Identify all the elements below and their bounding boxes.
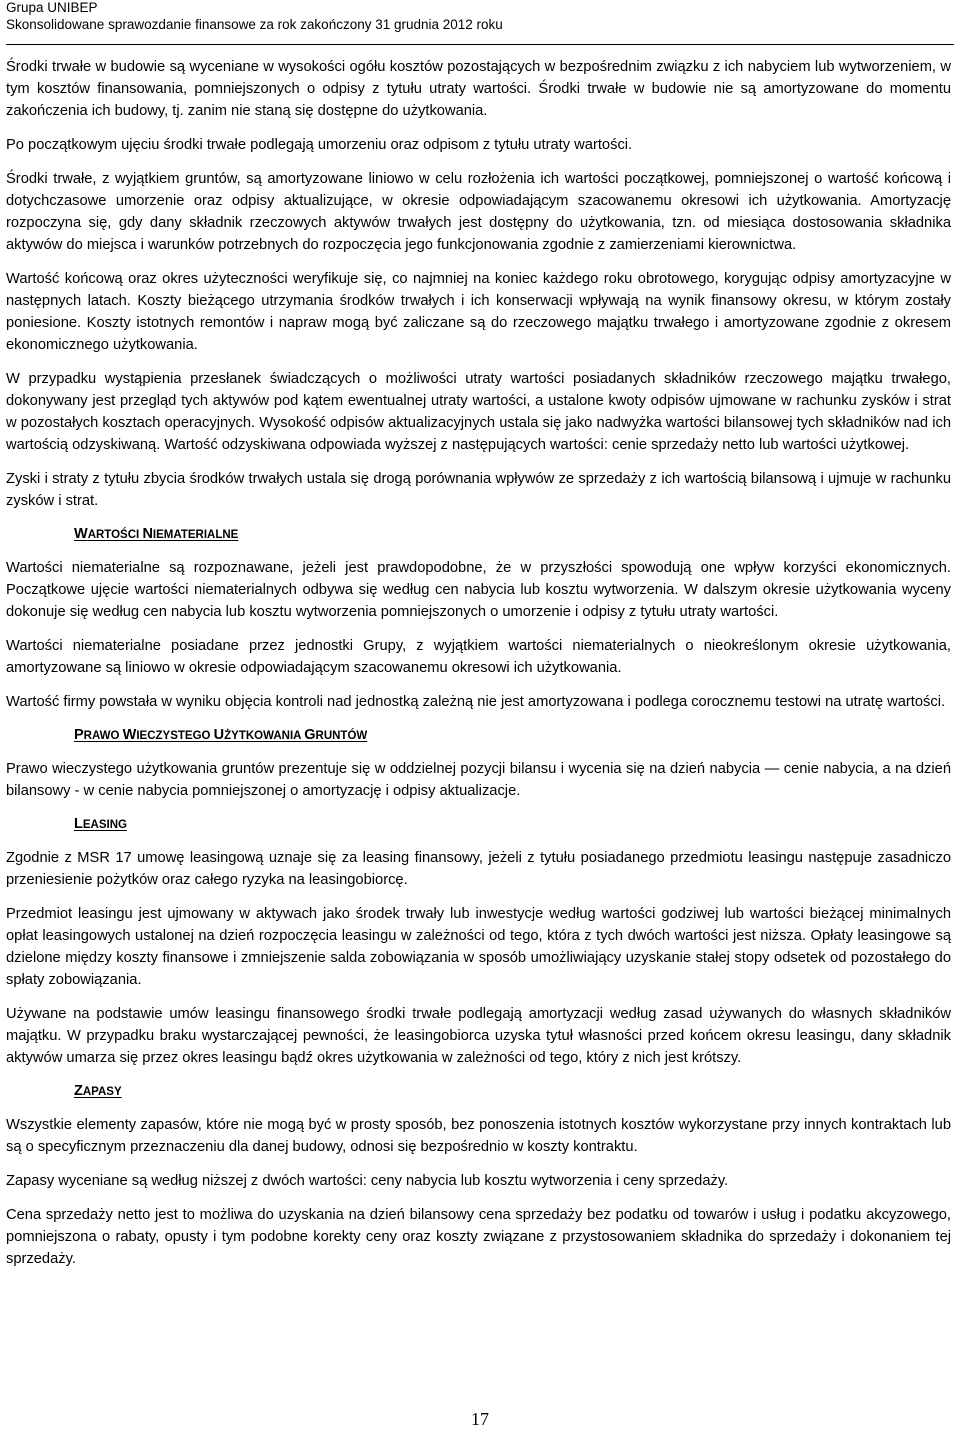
page-header (6, 0, 954, 45)
paragraph: Wartości niematerialne posiadane przez jednostki Grupy, z wyjątkiem wartości niematerialnych o nieokreślonym okresie użytkowania, amortyzowane są liniowo w okresie odpowiadającym szacowanemu okresowi ich użytkowania. (6, 638, 951, 676)
paragraph: Prawo wieczystego użytkowania gruntów prezentuje się w oddzielnej pozycji bilansu i wycenia się na dzień nabycia — cenie nabycia, a na dzień bilansowy - w cenie nabycia pomniejszonej o amortyzację i odpisy aktualizacje. (6, 761, 951, 799)
report-title: Skonsolidowane sprawozdanie finansowe za rok zakończony 31 grudnia 2012 roku (6, 17, 503, 32)
paragraph: Wszystkie elementy zapasów, które nie mogą być w prosty sposób, bez ponoszenia istotnych kosztów wykorzystane przy innych kontraktach lub są o specyficznym przeznaczeniu dla danej budowy, odnosi się bezpośrednio w koszty kontraktu. (6, 1117, 951, 1155)
page-number: 17 (471, 1409, 489, 1429)
section-heading-perpetual-usufruct: PRAWO WIECZYSTEGO UŻYTKOWANIA GRUNTÓW (74, 727, 368, 743)
company-name: Grupa UNIBEP (6, 0, 98, 15)
section-heading-inventories: ZAPASY (74, 1083, 122, 1099)
paragraph: Po początkowym ujęciu środki trwałe podlegają umorzeniu oraz odpisom z tytułu utraty wartości. (6, 137, 633, 153)
paragraph: Wartość końcową oraz okres użyteczności weryfikuje się, co najmniej na koniec każdego roku obrotowego, korygując odpisy amortyzacyjne w następnych latach. Koszty bieżącego utrzymania środków trwałych i ich konserwacji wpływają na wynik finansowy okresu, w którym zostały poniesione. Koszty istotnych remontów i napraw mogą być zaliczane są do rzeczowego majątku trwałego i amortyzowane zgodnie z okresem ekonomicznego użytkowania. (6, 271, 951, 353)
paragraph: Środki trwałe, z wyjątkiem gruntów, są amortyzowane liniowo w celu rozłożenia ich wartości początkowej, pomniejszonej o wartość końcową i dotychczasowe umorzenie oraz odpisy aktualizujące, w okresie odpowiadającym szacowanemu okresowi ich użytkowania. Amortyzację rozpoczyna się, gdy dany składnik rzeczowych aktywów trwałych jest dostępny do użytkowania, tzn. od miesiąca dostosowania składnika aktywów do miejsca i warunków potrzebnych do rozpoczęcia jego funkcjonowania zgodnie z zamierzeniami kierownictwa. (6, 171, 951, 253)
paragraph: Zgodnie z MSR 17 umowę leasingową uznaje się za leasing finansowy, jeżeli z tytułu posiadanego przedmiotu leasingu następuje zasadniczo przeniesienie pożytków oraz całego ryzyka na leasingobiorcę. (6, 850, 951, 888)
paragraph: Wartość firmy powstała w wyniku objęcia kontroli nad jednostką zależną nie jest amortyzowana i podlega corocznemu testowi na utratę wartości. (6, 694, 946, 710)
paragraph: Cena sprzedaży netto jest to możliwa do uzyskania na dzień bilansowy cena sprzedaży bez podatku od towarów i usług i podatku akcyzowego, pomniejszona o rabaty, opusty i tym podobne korekty ceny oraz koszty związane z przystosowaniem składnika do sprzedaży i dokonaniem tej sprzedaży. (6, 1207, 951, 1267)
paragraph: Zapasy wyceniane są według niższej z dwóch wartości: ceny nabycia lub kosztu wytworzenia i ceny sprzedaży. (6, 1173, 729, 1189)
section-heading-intangible-assets: WARTOŚCI NIEMATERIALNE (74, 526, 239, 542)
paragraph: Zyski i straty z tytułu zbycia środków trwałych ustala się drogą porównania wpływów ze sprzedaży z ich wartością bilansową i ujmuje w rachunku zysków i strat. (6, 471, 951, 509)
header-divider (6, 44, 954, 45)
paragraph: Środki trwałe w budowie są wyceniane w wysokości ogółu kosztów pozostających w bezpośrednim związku z ich nabyciem lub wytworzeniem, w tym kosztów finansowania, pomniejszonych o odpisy z tytułu utraty wartości. Środki trwałe w budowie nie są amortyzowane do momentu zakończenia ich budowy, tj. zanim nie staną się dostępne do użytkowania. (6, 59, 951, 119)
paragraph: Używane na podstawie umów leasingu finansowego środki trwałe podlegają amortyzacji według zasad używanych do własnych składników majątku. W przypadku braku wystarczającej pewności, że leasingobiorca uzyska tytuł własności przed końcem okresu leasingu, dany składnik aktywów umarza się przez okres leasingu bądź okres użytkowania w zależności od tego, który z nich jest krótszy. (6, 1006, 951, 1066)
paragraph: W przypadku wystąpienia przesłanek świadczących o możliwości utraty wartości posiadanych składników rzeczowego majątku trwałego, dokonywany jest przegląd tych aktywów pod kątem ewentualnej utraty wartości, a ustalone kwoty odpisów ujmowane w rachunku zysków i strat w pozostałych kosztach operacyjnych. Wysokość odpisów aktualizacyjnych ustala się jako nadwyżka wartości bilansowej tych składników nad ich wartością odzyskiwaną. Wartość odzyskiwana odpowiada wyższej z następujących wartości: cenie sprzedaży netto lub wartości użytkowej. (6, 371, 951, 453)
document-body (6, 56, 951, 1270)
paragraph: Przedmiot leasingu jest ujmowany w aktywach jako środek trwały lub inwestycje według wartości godziwej lub wartości bieżącej minimalnych opłat leasingowych ustalonej na dzień rozpoczęcia leasingu w zależności od tego, która z tych dwóch wartości jest niższa. Opłaty leasingowe są dzielone między koszty finansowe i zmniejszenie salda zobowiązania w sposób umożliwiający uzyskanie stałej stopy odsetek od pozostałego do spłaty zobowiązania. (6, 906, 951, 988)
paragraph: Wartości niematerialne są rozpoznawane, jeżeli jest prawdopodobne, że w przyszłości spowodują one wpływ korzyści ekonomicznych. Początkowe ujęcie wartości niematerialnych odbywa się według cen nabycia lub kosztu wytworzenia. W dalszym okresie użytkowania wyceny dokonuje się według cen nabycia lub kosztu wytworzenia pomniejszonych o umorzenie i odpisy z tytułu utraty wartości. (6, 560, 951, 620)
section-heading-leasing: LEASING (74, 816, 127, 832)
